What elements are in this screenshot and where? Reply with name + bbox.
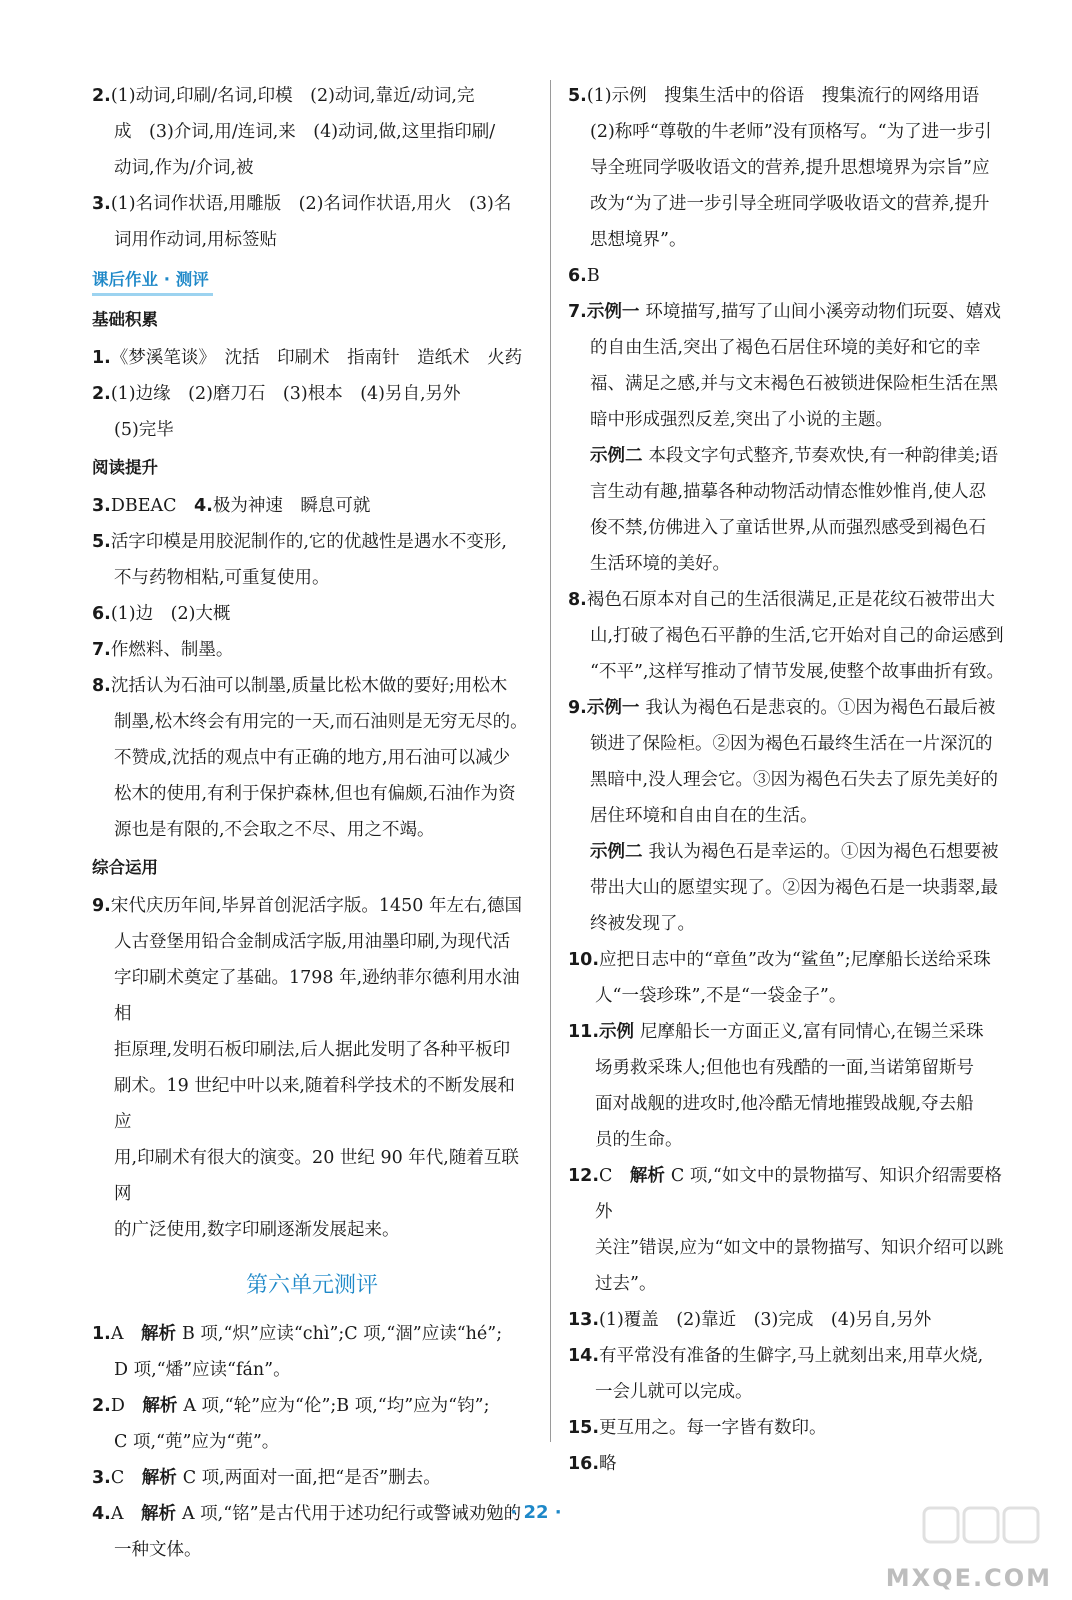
answer-line: 黑暗中,没人理会它。③因为褐色石失去了原先美好的 — [590, 770, 999, 790]
page-number: · 22 · — [510, 1502, 562, 1523]
answer-item-r7: 7.作燃料、制墨。 — [92, 640, 234, 660]
answer-item-b2: 2.(1)边缘 (2)磨刀石 (3)根本 (4)另自,另外 — [92, 384, 461, 404]
column-divider — [550, 80, 551, 1442]
answer-line: 的自由生活,突出了褐色石居住环境的美好和它的幸 — [590, 338, 981, 358]
answer-line: 人古登堡用铅合金制成活字版,用油墨印刷,为现代活 — [114, 932, 511, 952]
answer-line: 思想境界”。 — [590, 230, 687, 250]
answer-item-3: 3.(1)名词作状语,用雕版 (2)名词作状语,用火 (3)名 — [92, 194, 512, 214]
example-two: 示例二 本段文字句式整齐,节奏欢快,有一种韵律美;语 — [590, 446, 999, 466]
answer-item-6: 6.B — [568, 266, 600, 286]
answer-item-u3: 3.C 解析 C 项,两面对一面,把“是否”删去。 — [92, 1468, 441, 1488]
left-column — [92, 78, 532, 1568]
answer-item-12: 12.C 解析 C 项,“如文中的景物描写、知识介绍需要格外 — [568, 1166, 1002, 1222]
answer-line: 不与药物相粘,可重复使用。 — [114, 568, 330, 588]
answer-line: 不赞成,沈括的观点中有正确的地方,用石油可以减少 — [114, 748, 511, 768]
answer-line: 关注”错误,应为“如文中的景物描写、知识介绍可以跳 — [595, 1238, 1004, 1258]
section-heading-homework: 课后作业 · 测评 — [92, 262, 209, 298]
answer-line: 场勇救采珠人;但他也有残酷的一面,当诺第留斯号 — [595, 1058, 974, 1078]
answer-line: “不平”,这样写推动了情节发展,使整个故事曲折有致。 — [590, 662, 1005, 682]
answer-line: (2)称呼“尊敬的牛老师”没有顶格写。“为了进一步引 — [590, 122, 992, 142]
answer-line: 拒原理,发明石板印刷法,后人据此发明了各种平板印 — [114, 1040, 511, 1060]
answer-item-u1: 1.A 解析 B 项,“炽”应读“chì”;C 项,“涸”应读“hé”; — [92, 1324, 503, 1344]
answer-line: 居住环境和自由自在的生活。 — [590, 806, 818, 826]
answer-line: D 项,“燔”应读“fán”。 — [114, 1360, 291, 1380]
example-two: 示例二 我认为褐色石是幸运的。①因为褐色石想要被 — [590, 842, 999, 862]
answer-line: 员的生命。 — [595, 1130, 683, 1150]
answer-line: 过去”。 — [595, 1274, 657, 1294]
answer-line: 字印刷术奠定了基础。1798 年,逊纳菲尔德利用水油相 — [114, 968, 520, 1024]
answer-item-r5: 5.活字印模是用胶泥制作的,它的优越性是遇水不变形, — [92, 532, 507, 552]
answer-line: 暗中形成强烈反差,突出了小说的主题。 — [590, 410, 894, 430]
watermark-text: MXQE.COM — [885, 1564, 1052, 1592]
answer-line: 终被发现了。 — [590, 914, 695, 934]
answer-line: 源也是有限的,不会取之不尽、用之不竭。 — [114, 820, 435, 840]
answer-line: 制墨,松木终会有用完的一天,而石油则是无穷无尽的。 — [114, 712, 528, 732]
answer-line: 福、满足之感,并与文末褐色石被锁进保险柜生活在黑 — [590, 374, 999, 394]
answer-item-14: 14.有平常没有准备的生僻字,马上就刻出来,用草火烧, — [568, 1346, 984, 1366]
answer-line: 导全班同学吸收语文的营养,提升思想境界为宗旨”应 — [590, 158, 990, 178]
unit-title: 第六单元测评 — [245, 1273, 378, 1298]
answer-item-11: 11.示例 尼摩船长一方面正义,富有同情心,在锡兰采珠 — [568, 1022, 984, 1042]
answer-item-r3: 3.DBEAC 4.极为神速 瞬息可就 — [92, 496, 371, 516]
answer-line: 动词,作为/介词,被 — [114, 158, 254, 178]
answer-line: 词用作动词,用标签贴 — [114, 230, 278, 250]
answer-item-5: 5.(1)示例 搜集生活中的俗语 搜集流行的网络用语 — [568, 86, 980, 106]
answer-item-r6: 6.(1)边 (2)大概 — [92, 604, 231, 624]
answer-line: 一会儿就可以完成。 — [595, 1382, 753, 1402]
answer-line: 带出大山的愿望实现了。②因为褐色石是一块翡翠,最 — [590, 878, 999, 898]
answer-item-2: 2.(1)动词,印刷/名词,印模 (2)动词,靠近/动词,完 — [92, 86, 475, 106]
answer-line: (5)完毕 — [114, 420, 174, 440]
section-reading: 阅读提升 — [92, 458, 158, 477]
answer-line: 一种文体。 — [114, 1540, 202, 1560]
answer-line: 刷术。19 世纪中叶以来,随着科学技术的不断发展和应 — [114, 1076, 515, 1132]
answer-item-10: 10.应把日志中的“章鱼”改为“鲨鱼”;尼摩船长送给采珠 — [568, 950, 991, 970]
answer-item-8: 8.褐色石原本对自己的生活很满足,正是花纹石被带出大 — [568, 590, 995, 610]
answer-line: 成 (3)介词,用/连词,来 (4)动词,做,这里指印刷/ — [114, 122, 496, 142]
answer-item-r8: 8.沈括认为石油可以制墨,质量比松木做的要好;用松木 — [92, 676, 508, 696]
answer-line: 改为“为了进一步引导全班同学吸收语文的营养,提升 — [590, 194, 990, 214]
answer-item-c9: 9.宋代庆历年间,毕昇首创泥活字版。1450 年左右,德国 — [92, 896, 523, 916]
answer-line: 面对战舰的进攻时,他冷酷无情地摧毁战舰,夺去船 — [595, 1094, 974, 1114]
answer-item-u4: 4.A 解析 A 项,“铭”是古代用于述功纪行或警诫劝勉的 — [92, 1504, 522, 1524]
answer-item-15: 15.更互用之。每一字皆有数印。 — [568, 1418, 827, 1438]
answer-item-7: 7.示例一 环境描写,描写了山间小溪旁动物们玩耍、嬉戏 — [568, 302, 1001, 322]
answer-item-13: 13.(1)覆盖 (2)靠近 (3)完成 (4)另自,另外 — [568, 1310, 932, 1330]
answer-item-b1: 1.《梦溪笔谈》 沈括 印刷术 指南针 造纸术 火药 — [92, 348, 523, 368]
section-basic: 基础积累 — [92, 310, 158, 329]
answer-item-16: 16.略 — [568, 1454, 617, 1474]
answer-line: 的广泛使用,数字印刷逐渐发展起来。 — [114, 1220, 400, 1240]
answer-line: 人“一袋珍珠”,不是“一袋金子”。 — [595, 986, 847, 1006]
answer-line: 用,印刷术有很大的演变。20 世纪 90 年代,随着互联网 — [114, 1148, 519, 1204]
answer-line: 生活环境的美好。 — [590, 554, 730, 574]
answer-line: 松木的使用,有利于保护森林,但也有偏颇,石油作为资 — [114, 784, 516, 804]
right-column — [568, 78, 1006, 1482]
answer-line: 俊不禁,仿佛进入了童话世界,从而强烈感受到褐色石 — [590, 518, 987, 538]
answer-line: 山,打破了褐色石平静的生活,它开始对自己的命运感到 — [590, 626, 1004, 646]
answer-line: C 项,“蔸”应为“蔸”。 — [114, 1432, 280, 1452]
answer-item-9: 9.示例一 我认为褐色石是悲哀的。①因为褐色石最后被 — [568, 698, 996, 718]
answer-line: 言生动有趣,描摹各种动物活动情态惟妙惟肖,使人忍 — [590, 482, 987, 502]
answer-line: 锁进了保险柜。②因为褐色石最终生活在一片深沉的 — [590, 734, 993, 754]
answer-item-u2: 2.D 解析 A 项,“轮”应为“伦”;B 项,“均”应为“钧”; — [92, 1396, 490, 1416]
section-apply: 综合运用 — [92, 858, 158, 877]
